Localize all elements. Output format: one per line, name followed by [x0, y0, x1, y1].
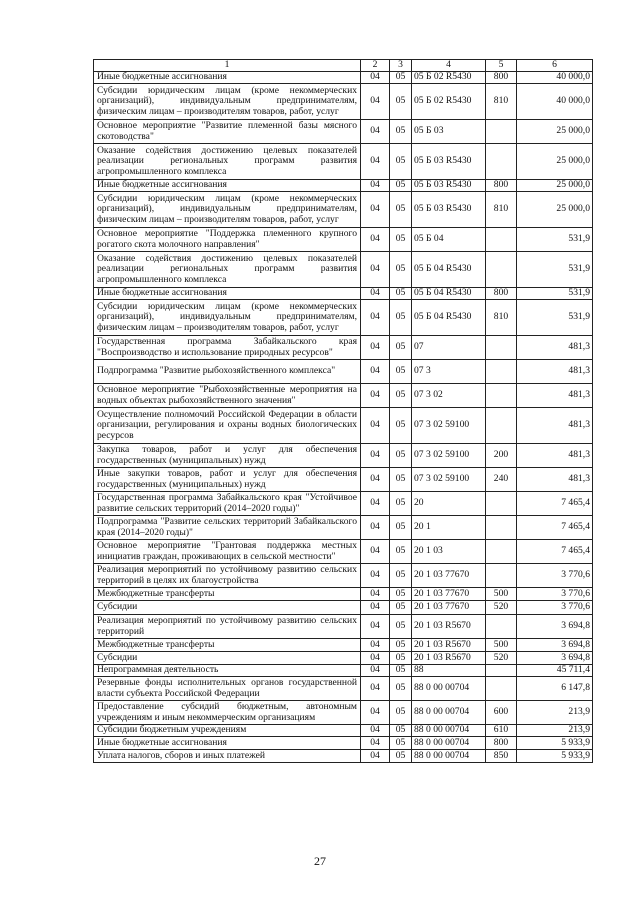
row-name-cell: Основное мероприятие "Рыбохозяйственные мероприятия на водных объектах рыбохозяйственного значения" — [94, 384, 361, 408]
section-cell: 04 — [361, 360, 390, 384]
table-row — [94, 228, 593, 252]
subsection-cell: 05 — [390, 84, 412, 120]
expense-type-cell — [486, 677, 517, 701]
subsection-cell: 05 — [390, 360, 412, 384]
amount-cell: 213,9 — [517, 701, 593, 725]
amount-cell: 25 000,0 — [517, 120, 593, 144]
subsection-cell: 05 — [390, 252, 412, 288]
amount-cell: 3 694,8 — [517, 639, 593, 652]
section-cell: 04 — [361, 615, 390, 639]
table-row — [94, 120, 593, 144]
amount-cell: 7 465,4 — [517, 492, 593, 516]
row-name-cell: Резервные фонды исполнительных органов государственной власти субъекта Российской Федерации — [94, 677, 361, 701]
amount-cell: 25 000,0 — [517, 144, 593, 180]
section-cell: 04 — [361, 468, 390, 492]
row-name-cell: Оказание содействия достижению целевых показателей реализации региональных программ развития агропромышленного комплекса — [94, 144, 361, 180]
table-row — [94, 288, 593, 300]
subsection-cell: 05 — [390, 144, 412, 180]
section-cell: 04 — [361, 564, 390, 588]
target-article-cell: 20 — [412, 492, 486, 516]
table-header-row — [94, 60, 593, 72]
target-article-cell: 88 0 00 00704 — [412, 737, 486, 750]
subsection-cell: 05 — [390, 677, 412, 701]
target-article-cell: 05 Б 04 R5430 — [412, 288, 486, 300]
section-cell: 04 — [361, 180, 390, 192]
expense-type-cell — [486, 384, 517, 408]
target-article-cell: 20 1 — [412, 516, 486, 540]
expense-type-cell: 800 — [486, 737, 517, 750]
section-cell: 04 — [361, 192, 390, 228]
table-row — [94, 665, 593, 677]
target-article-cell: 05 Б 04 — [412, 228, 486, 252]
section-cell: 04 — [361, 750, 390, 763]
amount-cell: 25 000,0 — [517, 192, 593, 228]
amount-cell: 481,3 — [517, 384, 593, 408]
expense-type-cell: 240 — [486, 468, 517, 492]
row-name-cell: Подпрограмма "Развитие сельских территорий Забайкальского края (2014–2020 годы)" — [94, 516, 361, 540]
section-cell: 04 — [361, 639, 390, 652]
expense-type-cell: 520 — [486, 652, 517, 665]
subsection-cell: 05 — [390, 468, 412, 492]
target-article-cell: 05 Б 02 R5430 — [412, 72, 486, 84]
expense-type-cell — [486, 564, 517, 588]
expense-type-cell — [486, 360, 517, 384]
target-article-cell: 88 0 00 00704 — [412, 701, 486, 725]
subsection-cell: 05 — [390, 652, 412, 665]
row-name-cell: Субсидии — [94, 601, 361, 615]
table-row — [94, 588, 593, 601]
amount-cell: 7 465,4 — [517, 540, 593, 564]
table-row — [94, 701, 593, 725]
amount-cell: 7 465,4 — [517, 516, 593, 540]
target-article-cell: 07 3 02 59100 — [412, 444, 486, 468]
amount-cell: 481,3 — [517, 336, 593, 360]
row-name-cell: Государственная программа Забайкальского края "Воспроизводство и использование природных ресурсов" — [94, 336, 361, 360]
section-cell: 04 — [361, 336, 390, 360]
subsection-cell: 05 — [390, 336, 412, 360]
target-article-cell: 20 1 03 R5670 — [412, 639, 486, 652]
expense-type-cell: 500 — [486, 588, 517, 601]
target-article-cell: 07 3 02 59100 — [412, 468, 486, 492]
table-body — [94, 72, 593, 763]
table-row — [94, 725, 593, 737]
subsection-cell: 05 — [390, 120, 412, 144]
row-name-cell: Иные бюджетные ассигнования — [94, 737, 361, 750]
subsection-cell: 05 — [390, 588, 412, 601]
amount-cell: 481,3 — [517, 444, 593, 468]
target-article-cell: 88 0 00 00704 — [412, 677, 486, 701]
subsection-cell: 05 — [390, 701, 412, 725]
page-number: 27 — [314, 854, 326, 868]
section-cell: 04 — [361, 601, 390, 615]
table-row — [94, 252, 593, 288]
section-cell: 04 — [361, 701, 390, 725]
target-article-cell: 20 1 03 R5670 — [412, 615, 486, 639]
amount-cell: 5 933,9 — [517, 737, 593, 750]
row-name-cell: Уплата налогов, сборов и иных платежей — [94, 750, 361, 763]
column-header: 1 — [94, 60, 361, 72]
expense-type-cell — [486, 492, 517, 516]
column-header: 6 — [517, 60, 593, 72]
target-article-cell: 05 Б 03 — [412, 120, 486, 144]
table-row — [94, 84, 593, 120]
target-article-cell: 20 1 03 R5670 — [412, 652, 486, 665]
amount-cell: 45 711,4 — [517, 665, 593, 677]
expense-type-cell: 810 — [486, 300, 517, 336]
target-article-cell: 05 Б 04 R5430 — [412, 252, 486, 288]
target-article-cell: 20 1 03 77670 — [412, 588, 486, 601]
expense-type-cell: 500 — [486, 639, 517, 652]
table-row — [94, 540, 593, 564]
target-article-cell: 88 0 00 00704 — [412, 750, 486, 763]
subsection-cell: 05 — [390, 639, 412, 652]
expense-type-cell — [486, 228, 517, 252]
amount-cell: 481,3 — [517, 360, 593, 384]
row-name-cell: Субсидии бюджетным учреждениям — [94, 725, 361, 737]
section-cell: 04 — [361, 84, 390, 120]
row-name-cell: Иные бюджетные ассигнования — [94, 72, 361, 84]
subsection-cell: 05 — [390, 750, 412, 763]
table-row — [94, 336, 593, 360]
budget-table — [93, 59, 593, 763]
target-article-cell: 88 — [412, 665, 486, 677]
expense-type-cell: 800 — [486, 288, 517, 300]
column-header: 5 — [486, 60, 517, 72]
expense-type-cell — [486, 665, 517, 677]
column-header: 2 — [361, 60, 390, 72]
row-name-cell: Иные бюджетные ассигнования — [94, 180, 361, 192]
section-cell: 04 — [361, 665, 390, 677]
target-article-cell: 07 3 — [412, 360, 486, 384]
target-article-cell: 05 Б 03 R5430 — [412, 144, 486, 180]
section-cell: 04 — [361, 652, 390, 665]
subsection-cell: 05 — [390, 288, 412, 300]
target-article-cell: 07 3 02 — [412, 384, 486, 408]
section-cell: 04 — [361, 725, 390, 737]
row-name-cell: Субсидии — [94, 652, 361, 665]
table-row — [94, 639, 593, 652]
subsection-cell: 05 — [390, 601, 412, 615]
section-cell: 04 — [361, 72, 390, 84]
subsection-cell: 05 — [390, 408, 412, 444]
section-cell: 04 — [361, 492, 390, 516]
table-row — [94, 180, 593, 192]
table-row — [94, 144, 593, 180]
subsection-cell: 05 — [390, 192, 412, 228]
expense-type-cell: 810 — [486, 84, 517, 120]
section-cell: 04 — [361, 588, 390, 601]
expense-type-cell — [486, 408, 517, 444]
row-name-cell: Межбюджетные трансферты — [94, 639, 361, 652]
target-article-cell: 05 Б 02 R5430 — [412, 84, 486, 120]
subsection-cell: 05 — [390, 180, 412, 192]
row-name-cell: Оказание содействия достижению целевых показателей реализации региональных программ развития агропромышленного комплекса — [94, 252, 361, 288]
section-cell: 04 — [361, 300, 390, 336]
amount-cell: 5 933,9 — [517, 750, 593, 763]
amount-cell: 6 147,8 — [517, 677, 593, 701]
budget-document — [93, 59, 592, 763]
table-row — [94, 615, 593, 639]
target-article-cell: 05 Б 03 R5430 — [412, 180, 486, 192]
amount-cell: 531,9 — [517, 252, 593, 288]
expense-type-cell — [486, 120, 517, 144]
subsection-cell: 05 — [390, 615, 412, 639]
target-article-cell: 07 3 02 59100 — [412, 408, 486, 444]
row-name-cell: Реализация мероприятий по устойчивому развитию сельских территорий в целях их благоустройства — [94, 564, 361, 588]
row-name-cell: Подпрограмма "Развитие рыбохозяйственного комплекса" — [94, 360, 361, 384]
subsection-cell: 05 — [390, 516, 412, 540]
table-row — [94, 750, 593, 763]
table-row — [94, 652, 593, 665]
expense-type-cell — [486, 336, 517, 360]
expense-type-cell — [486, 516, 517, 540]
amount-cell: 40 000,0 — [517, 72, 593, 84]
subsection-cell: 05 — [390, 540, 412, 564]
target-article-cell: 20 1 03 77670 — [412, 601, 486, 615]
subsection-cell: 05 — [390, 300, 412, 336]
section-cell: 04 — [361, 408, 390, 444]
table-row — [94, 601, 593, 615]
section-cell: 04 — [361, 677, 390, 701]
row-name-cell: Основное мероприятие "Поддержка племенного крупного рогатого скота молочного направления" — [94, 228, 361, 252]
expense-type-cell: 600 — [486, 701, 517, 725]
subsection-cell: 05 — [390, 737, 412, 750]
amount-cell: 3 770,6 — [517, 588, 593, 601]
target-article-cell: 07 — [412, 336, 486, 360]
subsection-cell: 05 — [390, 492, 412, 516]
section-cell: 04 — [361, 288, 390, 300]
expense-type-cell: 200 — [486, 444, 517, 468]
target-article-cell: 20 1 03 77670 — [412, 564, 486, 588]
amount-cell: 3 694,8 — [517, 615, 593, 639]
expense-type-cell: 800 — [486, 72, 517, 84]
section-cell: 04 — [361, 384, 390, 408]
table-row — [94, 444, 593, 468]
expense-type-cell: 810 — [486, 192, 517, 228]
row-name-cell: Основное мероприятие "Грантовая поддержка местных инициатив граждан, проживающих в сельской местности" — [94, 540, 361, 564]
section-cell: 04 — [361, 516, 390, 540]
amount-cell: 3 770,6 — [517, 564, 593, 588]
section-cell: 04 — [361, 120, 390, 144]
subsection-cell: 05 — [390, 72, 412, 84]
row-name-cell: Закупка товаров, работ и услуг для обеспечения государственных (муниципальных) нужд — [94, 444, 361, 468]
subsection-cell: 05 — [390, 228, 412, 252]
row-name-cell: Осуществление полномочий Российской Федерации в области организации, регулирования и охраны водных биологических ресурсов — [94, 408, 361, 444]
row-name-cell: Предоставление субсидий бюджетным, автономным учреждениям и иным некоммерческим организациям — [94, 701, 361, 725]
table-row — [94, 492, 593, 516]
amount-cell: 213,9 — [517, 725, 593, 737]
column-header: 3 — [390, 60, 412, 72]
row-name-cell: Субсидии юридическим лицам (кроме некоммерческих организаций), индивидуальным предпринимателям, физическим лицам – производителям товаров, работ, услуг — [94, 300, 361, 336]
table-row — [94, 737, 593, 750]
column-header: 4 — [412, 60, 486, 72]
target-article-cell: 05 Б 03 R5430 — [412, 192, 486, 228]
table-row — [94, 468, 593, 492]
section-cell: 04 — [361, 252, 390, 288]
section-cell: 04 — [361, 540, 390, 564]
row-name-cell: Государственная программа Забайкальского края "Устойчивое развитие сельских территорий (2014–2020 годы)" — [94, 492, 361, 516]
row-name-cell: Основное мероприятие "Развитие племенной базы мясного скотоводства" — [94, 120, 361, 144]
section-cell: 04 — [361, 228, 390, 252]
table-row — [94, 72, 593, 84]
amount-cell: 531,9 — [517, 288, 593, 300]
section-cell: 04 — [361, 144, 390, 180]
section-cell: 04 — [361, 444, 390, 468]
amount-cell: 3 694,8 — [517, 652, 593, 665]
expense-type-cell — [486, 615, 517, 639]
amount-cell: 25 000,0 — [517, 180, 593, 192]
expense-type-cell: 610 — [486, 725, 517, 737]
row-name-cell: Непрограммная деятельность — [94, 665, 361, 677]
expense-type-cell — [486, 144, 517, 180]
expense-type-cell: 800 — [486, 180, 517, 192]
table-row — [94, 564, 593, 588]
row-name-cell: Субсидии юридическим лицам (кроме некоммерческих организаций), индивидуальным предпринимателям, физическим лицам – производителям товаров, работ, услуг — [94, 84, 361, 120]
table-row — [94, 384, 593, 408]
amount-cell: 40 000,0 — [517, 84, 593, 120]
table-row — [94, 408, 593, 444]
table-row — [94, 677, 593, 701]
table-row — [94, 360, 593, 384]
amount-cell: 3 770,6 — [517, 601, 593, 615]
row-name-cell: Межбюджетные трансферты — [94, 588, 361, 601]
target-article-cell: 20 1 03 — [412, 540, 486, 564]
subsection-cell: 05 — [390, 564, 412, 588]
subsection-cell: 05 — [390, 444, 412, 468]
subsection-cell: 05 — [390, 725, 412, 737]
expense-type-cell: 850 — [486, 750, 517, 763]
expense-type-cell — [486, 540, 517, 564]
amount-cell: 531,9 — [517, 228, 593, 252]
table-row — [94, 516, 593, 540]
amount-cell: 531,9 — [517, 300, 593, 336]
row-name-cell: Субсидии юридическим лицам (кроме некоммерческих организаций), индивидуальным предпринимателям, физическим лицам – производителям товаров, работ, услуг — [94, 192, 361, 228]
expense-type-cell — [486, 252, 517, 288]
subsection-cell: 05 — [390, 384, 412, 408]
expense-type-cell: 520 — [486, 601, 517, 615]
target-article-cell: 05 Б 04 R5430 — [412, 300, 486, 336]
row-name-cell: Реализация мероприятий по устойчивому развитию сельских территорий — [94, 615, 361, 639]
table-row — [94, 192, 593, 228]
row-name-cell: Иные закупки товаров, работ и услуг для обеспечения государственных (муниципальных) нужд — [94, 468, 361, 492]
table-row — [94, 300, 593, 336]
row-name-cell: Иные бюджетные ассигнования — [94, 288, 361, 300]
amount-cell: 481,3 — [517, 408, 593, 444]
section-cell: 04 — [361, 737, 390, 750]
amount-cell: 481,3 — [517, 468, 593, 492]
target-article-cell: 88 0 00 00704 — [412, 725, 486, 737]
subsection-cell: 05 — [390, 665, 412, 677]
